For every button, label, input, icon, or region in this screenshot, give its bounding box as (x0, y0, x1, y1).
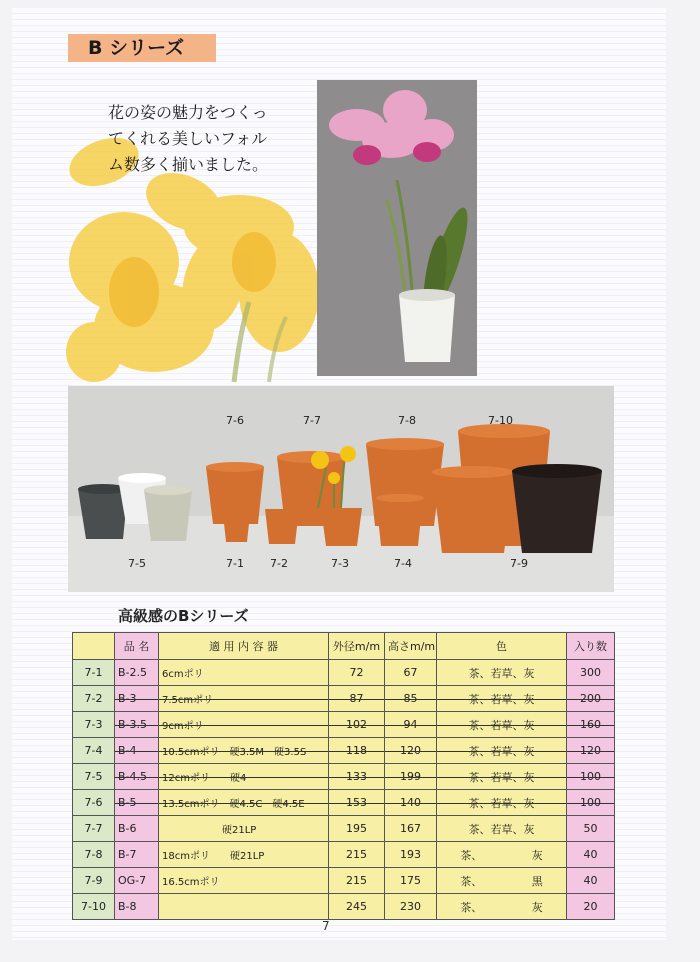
cell-qty: 100 (567, 764, 615, 790)
header-color: 色 (437, 633, 567, 660)
header-name: 品 名 (115, 633, 159, 660)
cell-color: 茶、若草、灰 (437, 660, 567, 686)
cell-no: 7-10 (73, 894, 115, 920)
table-header-row (73, 633, 615, 660)
pot-label: 7-2 (270, 557, 288, 570)
cell-color: 茶、若草、灰 (437, 712, 567, 738)
cell-qty: 120 (567, 738, 615, 764)
cell-qty: 200 (567, 686, 615, 712)
cell-no: 7-2 (73, 686, 115, 712)
cell-height: 230 (385, 894, 437, 920)
cell-diameter: 215 (329, 868, 385, 894)
pot-label: 7-6 (226, 414, 244, 427)
cell-height: 85 (385, 686, 437, 712)
table-row (73, 868, 615, 894)
header-height: 高さm/m (385, 633, 437, 660)
header-diameter: 外径m/m (329, 633, 385, 660)
table-row (73, 712, 615, 738)
cell-height: 175 (385, 868, 437, 894)
pot-label: 7-4 (394, 557, 412, 570)
cell-name: B-8 (115, 894, 159, 920)
cell-qty: 50 (567, 816, 615, 842)
pot-label: 7-7 (303, 414, 321, 427)
cell-diameter: 72 (329, 660, 385, 686)
table-row (73, 816, 615, 842)
cell-height: 94 (385, 712, 437, 738)
cell-no: 7-6 (73, 790, 115, 816)
table-row (73, 790, 615, 816)
cell-name: B-3 (115, 686, 159, 712)
cell-name: B-4.5 (115, 764, 159, 790)
cell-name: B-4 (115, 738, 159, 764)
cell-container: 18cmポリ 硬21LP (159, 842, 329, 868)
cell-container (159, 894, 329, 920)
cell-diameter: 245 (329, 894, 385, 920)
cell-diameter: 133 (329, 764, 385, 790)
cell-height: 193 (385, 842, 437, 868)
cell-container: 13.5cmポリ 硬4.5C 硬4.5E (159, 790, 329, 816)
page-number: 7 (322, 919, 330, 933)
cell-no: 7-4 (73, 738, 115, 764)
cell-height: 140 (385, 790, 437, 816)
cell-no: 7-5 (73, 764, 115, 790)
table-row (73, 842, 615, 868)
cell-color: 茶、 黒 (437, 868, 567, 894)
table-title: 高級感のBシリーズ (118, 607, 249, 625)
table-row (73, 894, 615, 920)
cell-color: 茶、若草、灰 (437, 764, 567, 790)
cell-no: 7-7 (73, 816, 115, 842)
cell-container: 12cmポリ 硬4 (159, 764, 329, 790)
cell-color: 茶、若草、灰 (437, 816, 567, 842)
cell-container: 9cmポリ (159, 712, 329, 738)
cell-qty: 40 (567, 868, 615, 894)
pot-label: 7-5 (128, 557, 146, 570)
cell-name: B-7 (115, 842, 159, 868)
cell-name: B-5 (115, 790, 159, 816)
cell-name: B-2.5 (115, 660, 159, 686)
cell-color: 茶、若草、灰 (437, 738, 567, 764)
cell-qty: 20 (567, 894, 615, 920)
pot-label: 7-8 (398, 414, 416, 427)
cell-color: 茶、若草、灰 (437, 790, 567, 816)
cell-no: 7-3 (73, 712, 115, 738)
cell-diameter: 215 (329, 842, 385, 868)
cell-no: 7-1 (73, 660, 115, 686)
cell-diameter: 195 (329, 816, 385, 842)
cell-height: 167 (385, 816, 437, 842)
cell-qty: 100 (567, 790, 615, 816)
cell-diameter: 87 (329, 686, 385, 712)
cell-height: 199 (385, 764, 437, 790)
cell-diameter: 102 (329, 712, 385, 738)
tagline (108, 100, 318, 178)
cell-name: B-6 (115, 816, 159, 842)
cell-color: 茶、 灰 (437, 894, 567, 920)
cell-color: 茶、若草、灰 (437, 686, 567, 712)
cell-qty: 300 (567, 660, 615, 686)
cell-height: 67 (385, 660, 437, 686)
header-container: 適 用 内 容 器 (159, 633, 329, 660)
header-qty: 入り数 (567, 633, 615, 660)
pot-label: 7-10 (488, 414, 513, 427)
cell-diameter: 118 (329, 738, 385, 764)
table-row (73, 738, 615, 764)
cell-name: OG-7 (115, 868, 159, 894)
cell-container: 16.5cmポリ (159, 868, 329, 894)
cell-container: 7.5cmポリ (159, 686, 329, 712)
orchid-photo (317, 80, 477, 376)
cell-color: 茶、 灰 (437, 842, 567, 868)
table-row (73, 686, 615, 712)
pot-label: 7-3 (331, 557, 349, 570)
cell-name: B-3.5 (115, 712, 159, 738)
header-no (73, 633, 115, 660)
cell-container: 硬21LP (159, 816, 329, 842)
pot-label: 7-1 (226, 557, 244, 570)
tagline-line: 花の姿の魅力をつくっ (108, 103, 268, 122)
cell-no: 7-8 (73, 842, 115, 868)
cell-diameter: 153 (329, 790, 385, 816)
tagline-line: てくれる美しいフォル (108, 129, 268, 148)
table-row (73, 764, 615, 790)
spec-table (72, 632, 615, 920)
series-title: B シリーズ (68, 34, 216, 62)
cell-container: 6cmポリ (159, 660, 329, 686)
pot-label: 7-9 (510, 557, 528, 570)
cell-no: 7-9 (73, 868, 115, 894)
tagline-line: ム数多く揃いました。 (108, 155, 269, 174)
cell-height: 120 (385, 738, 437, 764)
cell-qty: 160 (567, 712, 615, 738)
cell-qty: 40 (567, 842, 615, 868)
table-row (73, 660, 615, 686)
cell-container: 10.5cmポリ 硬3.5M 硬3.5S (159, 738, 329, 764)
